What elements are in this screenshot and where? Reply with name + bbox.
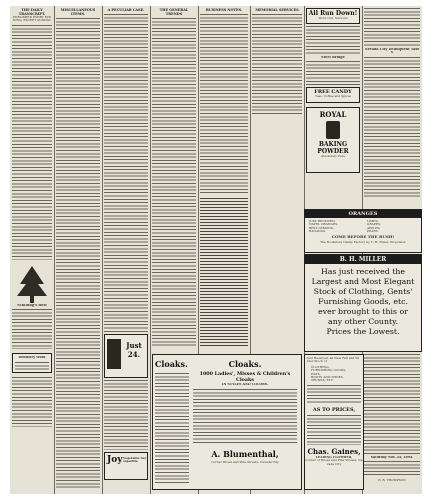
column-5-heading: BUSINESS NOTES.	[205, 8, 243, 12]
royal-subtitle: Absolutely Pure	[320, 155, 346, 159]
baking-word: BAKING	[318, 141, 348, 149]
column-text-block	[306, 61, 360, 85]
column-text-block	[200, 14, 248, 194]
miller-line: any other County.	[328, 317, 398, 326]
miller-line: Furnishing Goods, etc.	[318, 297, 408, 306]
miller-line: Prices the Lowest.	[326, 327, 400, 336]
column-text-block	[104, 380, 148, 450]
cloaks-ad	[152, 354, 302, 490]
cloaks-right	[193, 359, 297, 465]
column-text-block	[152, 18, 196, 348]
column-3	[104, 6, 148, 480]
rush-sub: The Bookstore Candy Factory by C. H. Fuller, Proprietor	[320, 241, 406, 244]
bottle-image	[107, 339, 121, 369]
gaines-text	[307, 415, 361, 445]
dentistry-text	[15, 362, 49, 371]
all-run-down-sub: Worn Out, Nervous	[318, 17, 348, 20]
merchant-title: Nevada City Delinquent Taxes	[364, 48, 420, 55]
oranges-item: BANANAS	[309, 230, 326, 234]
column-text-block	[252, 14, 302, 114]
blumenthal-address: Corner Broad and Pine Streets, Nevada City	[211, 461, 279, 465]
column-8	[364, 6, 420, 197]
dentistry-title: Dentistry Work	[18, 356, 46, 360]
column-text-block	[104, 14, 148, 332]
miller-ad	[304, 254, 422, 352]
just-24-title: Just 24.	[126, 341, 142, 359]
column-rule	[150, 6, 151, 494]
royal-baking-powder-ad	[306, 107, 360, 173]
cloaks-text	[193, 389, 297, 445]
miller-line: Largest and Most Elegant	[311, 277, 415, 286]
column-2-heading: MISCELLANEOUS ITEMS.	[60, 8, 96, 16]
column-rule	[54, 6, 55, 494]
cloaks-sub: IN STYLES AND COLORS.	[221, 383, 269, 386]
masthead-byline: PUBLISHED EVERY EVENING, EXCEPT SUNDAY.	[12, 16, 52, 23]
gaines-ad	[304, 354, 364, 490]
column-text-block	[364, 354, 420, 454]
all-run-down-title: All Run Down!	[308, 10, 358, 17]
gaines-name: Chas. Gaines,	[307, 446, 361, 456]
column-text-block	[12, 377, 52, 427]
column-6-heading: MEMORIAL SERVICES	[255, 8, 299, 12]
miller-line: Stock of Clothing, Gents'	[313, 287, 413, 296]
miller-lines	[305, 267, 421, 337]
column-2	[56, 6, 100, 488]
oranges-left-list	[309, 220, 359, 234]
oranges-ad	[304, 209, 422, 253]
oranges-title: ORANGES	[305, 210, 421, 218]
column-text-block	[12, 25, 52, 260]
column-text-block	[364, 461, 420, 477]
oranges-item: GRAPES,	[367, 223, 381, 227]
cloaks-left	[155, 359, 189, 483]
miller-line: Has just received the	[320, 267, 406, 276]
fall-item: CLOTHING,	[311, 365, 330, 369]
gaines-address: Corner of Broad and Pine Streets, Nevada City	[305, 459, 363, 466]
dentistry-ad	[12, 353, 52, 373]
oranges-item: JUST RECEIVED,	[309, 220, 336, 223]
column-5	[200, 6, 248, 346]
tree-illustration	[12, 264, 52, 304]
can-icon	[326, 121, 340, 139]
column-1	[12, 6, 52, 427]
column-6	[252, 6, 302, 114]
column-4	[152, 6, 196, 348]
joy-ad	[104, 452, 148, 480]
masthead-title: THE DAILY TRANSCRIPT.	[18, 8, 46, 16]
cloaks-title: Cloaks.	[155, 359, 188, 369]
steel-bridge-title: Steel Bridge	[321, 56, 345, 59]
cloaks-title-2: Cloaks.	[228, 359, 262, 369]
cloaks-line: 1000 Ladies', Misses & Children's Cloaks	[199, 371, 291, 383]
free-candy-title: FREE CANDY	[314, 89, 352, 96]
rush-line: COME BEFORE THE RUSH!	[331, 235, 395, 239]
oranges-item: PEARS	[367, 230, 378, 234]
joy-subtitle: Vegetable Sarsaparilla	[123, 457, 147, 464]
free-candy-ad	[306, 87, 360, 103]
oranges-item: APPLES,	[367, 226, 381, 230]
column-7	[306, 6, 360, 173]
joy-title: Joy	[107, 455, 123, 465]
blumenthal-name: A. Blumenthal,	[211, 449, 279, 460]
column-text-block	[12, 309, 52, 349]
miller-name: B. H. MILLER	[305, 255, 421, 264]
cloaks-text	[155, 373, 189, 483]
column-text-block	[306, 26, 360, 54]
column-4-heading: THE GENERAL TRENDS	[159, 8, 189, 16]
column-text-block	[56, 18, 100, 488]
listings-block	[200, 198, 248, 346]
column-text-block	[364, 8, 420, 46]
column-text-block	[364, 57, 420, 197]
saturday-line: Saturday Nov. 24, 1894.	[370, 456, 414, 459]
column-8-bottom	[364, 354, 420, 483]
oranges-item: LIMES,	[367, 220, 379, 223]
fall-line: Just Received, all New Fall and Winter Stock of	[307, 357, 360, 364]
prices-title: AS TO PRICES,	[312, 406, 356, 413]
fall-item: BOOTS AND SHOES,	[311, 376, 344, 380]
fall-items	[311, 366, 357, 383]
column-rule	[102, 6, 103, 494]
fall-item: FURNISHING GOODS,	[311, 369, 347, 373]
free-candy-sub: Teas, Coffee and Spices	[314, 95, 352, 99]
gaines-subtitle: LEADING CLOTHIER,	[315, 455, 353, 459]
miller-line: ever brought to this or	[318, 307, 408, 316]
column-3-heading: A PECULIAR CASE.	[107, 8, 145, 12]
oranges-item: NAVEL ORANGES,	[309, 223, 338, 227]
fall-item: TRUNKS, ETC.	[311, 379, 334, 383]
powder-word: POWDER	[317, 148, 349, 156]
newspaper-page	[10, 6, 422, 494]
gaines-text	[307, 385, 361, 405]
oranges-right-list	[367, 220, 417, 234]
signature: E. B. THOMPSON	[378, 479, 406, 483]
schilling-ad: Schilling's Best	[17, 303, 47, 307]
just-24-ad	[104, 334, 148, 378]
fall-item: HATS,	[311, 372, 321, 376]
royal-word: ROYAL	[319, 110, 347, 120]
oranges-item: BEST LEMONS,	[309, 226, 334, 230]
all-run-down-ad	[306, 8, 360, 24]
